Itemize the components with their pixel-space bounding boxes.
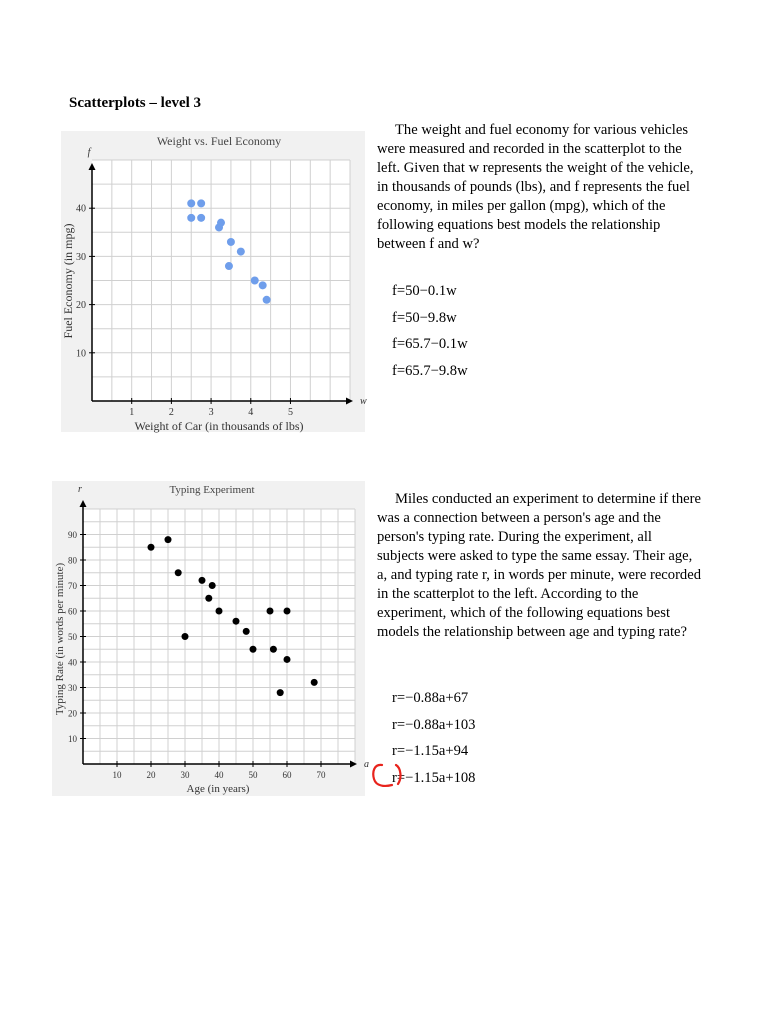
q2-choice-3[interactable]: r=−1.15a+94	[392, 743, 469, 759]
data-point	[277, 689, 284, 696]
weight-fuel-chart	[61, 131, 365, 432]
y-axis-arrow	[80, 500, 87, 507]
data-point	[284, 608, 291, 615]
data-point	[197, 199, 205, 207]
x-axis-label: Weight of Car (in thousands of lbs)	[134, 419, 304, 433]
typing-experiment-chart	[52, 481, 369, 796]
handwritten-answer-mark	[370, 762, 406, 790]
page-heading: Scatterplots – level 3	[69, 95, 202, 111]
data-point	[243, 628, 250, 635]
y-axis-label: Fuel Economy (in mpg)	[61, 223, 75, 339]
q2-choice-2[interactable]: r=−0.88a+103	[392, 716, 476, 733]
data-point	[182, 633, 189, 640]
x-tick-label: 1	[129, 407, 135, 418]
data-point	[187, 214, 195, 222]
data-point	[259, 281, 267, 289]
x-tick-label: 40	[214, 770, 224, 780]
y-tick-label: 80	[68, 555, 77, 566]
y-tick-label: 10	[76, 348, 86, 360]
y-tick-label: 40	[68, 657, 77, 668]
y-tick-label: 10	[68, 734, 77, 744]
y-tick-label: 20	[76, 300, 86, 312]
y-tick-label: 90	[68, 530, 77, 540]
data-point	[165, 536, 172, 543]
data-point	[267, 608, 274, 615]
chart-title: Weight vs. Fuel Economy	[156, 134, 282, 148]
data-point	[250, 646, 257, 653]
y-tick-label: 20	[68, 708, 77, 719]
data-point	[205, 595, 212, 602]
q1-choice-4[interactable]: f=65.7−9.8w	[392, 362, 468, 379]
q1-choice-3[interactable]: f=65.7−0.1w	[392, 336, 468, 352]
data-point	[225, 262, 233, 270]
q2-choice-1[interactable]: r=−0.88a+67	[392, 690, 469, 706]
weight-fuel-chart-svg	[61, 131, 365, 432]
x-tick-label: 20	[146, 770, 156, 780]
x-tick-label: 10	[112, 770, 122, 780]
x-tick-label: 70	[316, 770, 326, 780]
y-axis-label: Typing Rate (in words per minute)	[54, 562, 66, 716]
q2-choice-4[interactable]: r=−1.15a+108	[392, 769, 476, 786]
data-point	[227, 238, 235, 246]
data-point	[237, 248, 245, 256]
data-point	[311, 679, 318, 686]
chart-title: Typing Experiment	[169, 484, 255, 496]
data-point	[175, 569, 182, 576]
x-tick-label: 4	[248, 407, 254, 418]
x-tick-label: 5	[287, 407, 293, 418]
x-variable-label: a	[364, 759, 369, 770]
data-point	[284, 656, 291, 663]
data-point	[209, 582, 216, 589]
y-variable-label: r	[78, 484, 82, 495]
question-1-text: The weight and fuel economy for various vehicles were measured and recorded in the scatterplot to the left. Given that w represents the weight of the vehicle, in thousands of pounds (lbs), and f represents the fuel economy, in miles per gallon (mpg), which of the following equations best models the relationship between f and w?	[377, 122, 694, 252]
x-tick-label: 50	[248, 770, 258, 780]
data-point	[251, 277, 259, 285]
y-tick-label: 40	[76, 203, 86, 215]
x-tick-label: 30	[180, 770, 190, 780]
data-point	[217, 219, 225, 227]
y-tick-label: 70	[68, 581, 77, 591]
data-point	[197, 214, 205, 222]
x-tick-label: 2	[168, 407, 174, 418]
data-point	[233, 618, 240, 625]
y-tick-label: 30	[68, 683, 77, 693]
data-point	[270, 646, 277, 653]
data-point	[216, 608, 223, 615]
data-point	[199, 577, 206, 584]
x-tick-label: 60	[282, 770, 292, 780]
x-tick-label: 3	[208, 407, 214, 418]
y-tick-label: 60	[68, 606, 77, 617]
y-variable-label: f	[87, 147, 91, 158]
x-variable-label: w	[360, 396, 367, 407]
y-tick-label: 30	[76, 251, 86, 263]
data-point	[187, 199, 195, 207]
q1-choice-2[interactable]: f=50−9.8w	[392, 309, 457, 326]
question-2-text: Miles conducted an experiment to determine if there was a connection between a person's age and the person's typing rate. During the experiment, all subjects were asked to type the same essay. Their age, a, and typing rate r, in words per minute, were recorded in the scatterplot to the left. According to the experiment, which of the following equations best models the relationship between age and typing rate?	[377, 491, 702, 640]
data-point	[263, 296, 271, 304]
question-1-choices	[392, 281, 468, 387]
x-axis-label: Age (in years)	[186, 783, 250, 795]
q1-choice-1[interactable]: f=50−0.1w	[392, 283, 457, 299]
typing-experiment-chart-svg	[52, 481, 369, 796]
y-tick-label: 50	[68, 632, 77, 642]
data-point	[148, 544, 155, 551]
